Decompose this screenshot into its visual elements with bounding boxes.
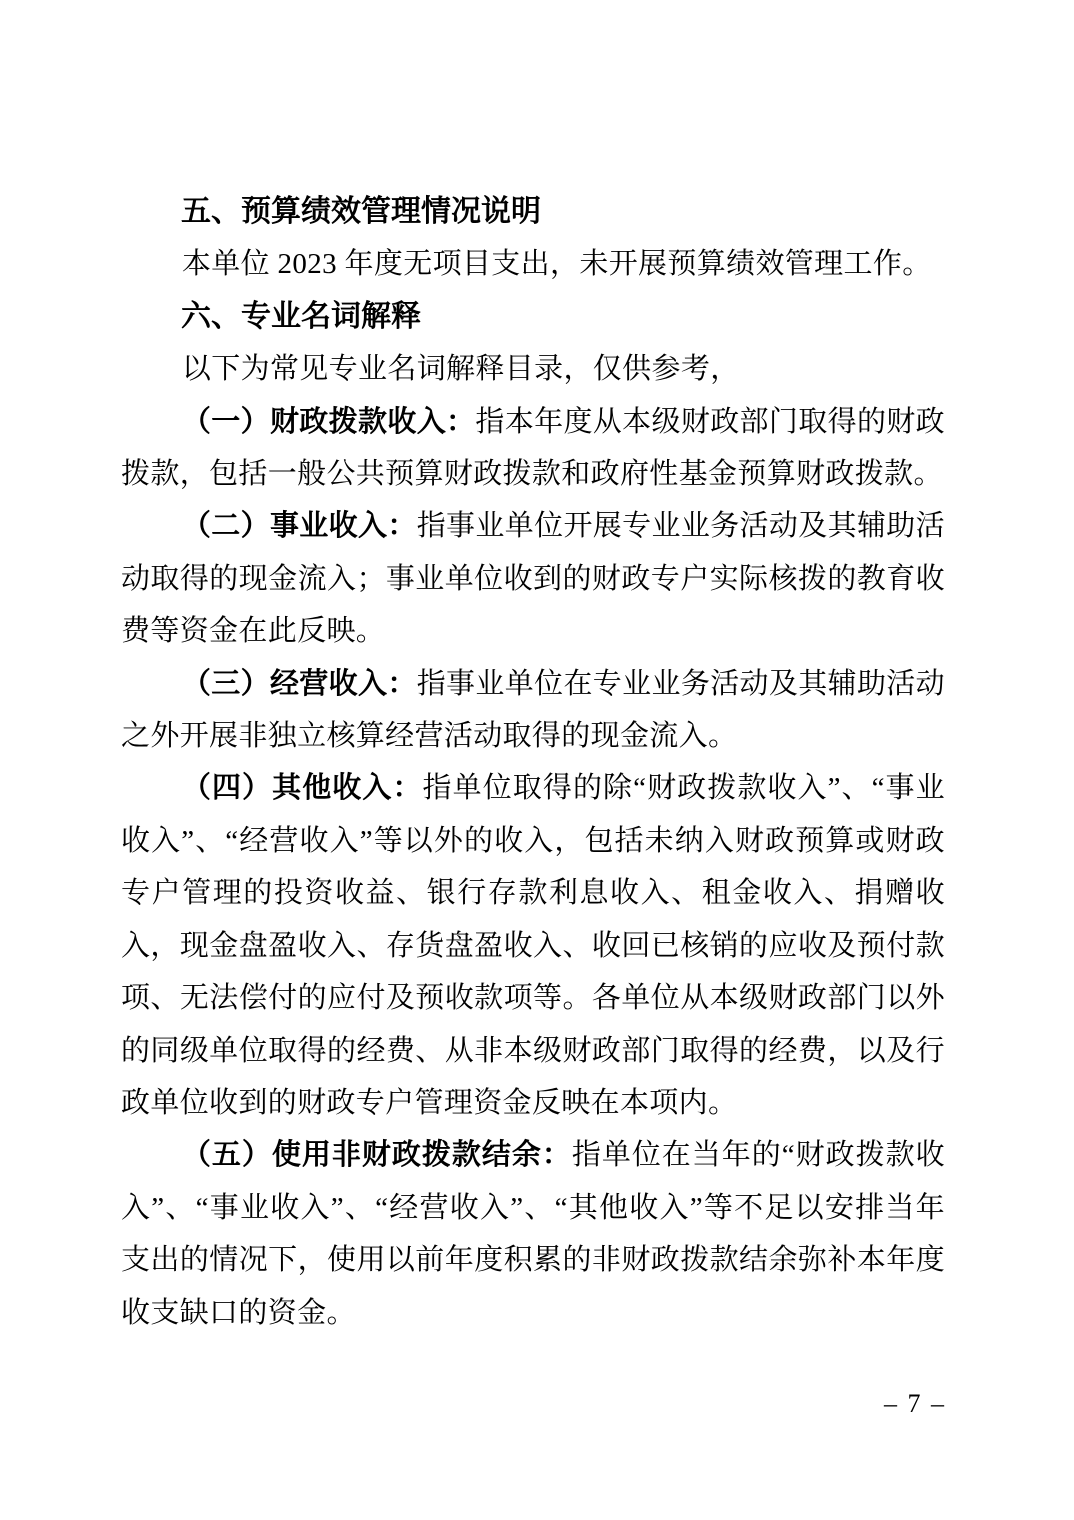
glossary-intro-paragraph: 以下为常见专业名词解释目录，仅供参考， [181,353,740,386]
glossary-definition-4: 指单位取得的除“财政拨款收入”、“事业收入”、“经营收入”等以外的收入，包括未纳入财政预算或财政专户管理的投资收益、银行存款利息收入、租金收入、捐赠收入，现金盘盈收入、存货盘盈收入、收回已核销的应收及预付款项、无法偿付的应付及预收款项等。各单位从本级财政部门以外的同级单位取得的经费、从非本级财政部门取得的经费，以及行政单位收到的财政专户管理资金反映在本项内。 [121,772,945,1119]
glossary-definition-5: 指单位在当年的“财政拨款收入”、“事业收入”、“经营收入”、“其他收入”等不足以安排当年支出的情况下，使用以前年度积累的非财政拨款结余弥补本年度收支缺口的资金。 [121,1139,945,1329]
glossary-definition-1: 指本年度从本级财政部门取得的财政拨款，包括一般公共预算财政拨款和政府性基金预算财政拨款。 [121,405,946,491]
glossary-item-3 [121,658,945,763]
glossary-item-1 [121,396,945,501]
document-body [121,186,945,1339]
glossary-term-5: （五）使用非财政拨款结余： [181,1139,572,1172]
glossary-term-4: （四）其他收入： [181,772,423,805]
section-6-heading: 六、专业名词解释 [181,299,421,333]
glossary-term-1: （一）财政拨款收入： [181,405,476,438]
page-number: – 7 – [884,1389,946,1418]
glossary-term-3: （三）经营收入： [181,667,417,700]
glossary-item-2 [121,500,945,657]
section-5-heading: 五、预算绩效管理情况说明 [181,195,541,228]
glossary-definition-2: 指事业单位开展专业业务活动及其辅助活动取得的现金流入；事业单位收到的财政专户实际核拨的教育收费等资金在此反映。 [121,510,946,648]
glossary-item-5 [121,1129,945,1339]
glossary-definition-3: 指事业单位在专业业务活动及其辅助活动之外开展非独立核算经营活动取得的现金流入。 [121,667,946,753]
glossary-term-2: （二）事业收入： [181,510,417,543]
section-5-paragraph: 本单位 2023 年度无项目支出，未开展预算绩效管理工作。 [181,248,932,281]
glossary-item-4 [121,762,945,1129]
